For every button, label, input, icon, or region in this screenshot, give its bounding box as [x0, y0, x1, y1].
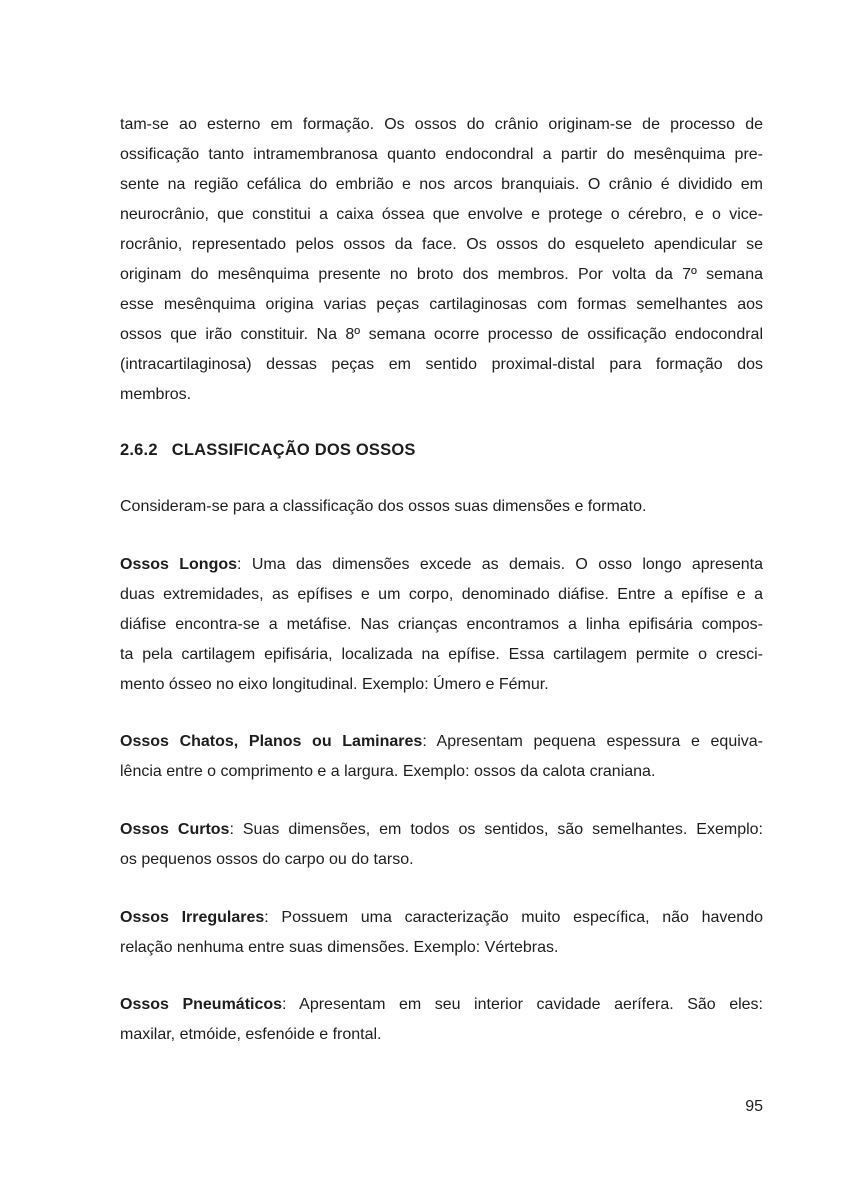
heading-number: 2.6.2: [120, 441, 158, 459]
bone-type-term: Ossos Irregulares: [120, 909, 265, 926]
section-heading: [120, 435, 763, 465]
heading-title: CLASSIFICAÇÃO DOS OSSOS: [171, 441, 416, 459]
text-line: ossos que irão constituir. Na 8º semana ocorre processo de ossificação endocondral: [120, 326, 763, 343]
term-definition-start: : Uma das dimensões excede as demais. O osso longo apresenta: [237, 556, 764, 573]
text-line: originam do mesênquima presente no broto dos membros. Por volta da 7º semana: [120, 266, 763, 283]
text-line: esse mesênquima origina varias peças cartilaginosas com formas semelhantes aos: [120, 296, 763, 313]
page-number: 95: [745, 1098, 763, 1115]
paragraph-ossos-curtos: [120, 815, 763, 875]
text-line: rocrânio, representado pelos ossos da face. Os ossos do esqueleto apendicular se: [120, 236, 763, 253]
text-line: diáfise encontra-se a metáfise. Nas crianças encontramos a linha epifisária compos-: [120, 616, 763, 633]
text-line: os pequenos ossos do carpo ou do tarso.: [120, 851, 414, 868]
text-line: sente na região cefálica do embrião e nos arcos branquiais. O crânio é dividido em: [120, 176, 763, 193]
text-line: [120, 815, 763, 845]
bone-type-term: Ossos Curtos: [120, 821, 230, 838]
text-line: duas extremidades, as epífises e um corpo, denominado diáfise. Entre a epífise e a: [120, 586, 763, 603]
term-definition-start: : Possuem uma caracterização muito específica, não havendo: [264, 909, 763, 926]
text-line: [120, 550, 763, 580]
text-line: ossificação tanto intramembranosa quanto endocondral a partir do mesênquima pre-: [120, 146, 763, 163]
term-definition-start: : Suas dimensões, em todos os sentidos, são semelhantes. Exemplo:: [229, 821, 763, 838]
text-line: ta pela cartilagem epifisária, localizada na epífise. Essa cartilagem permite o cresci-: [120, 646, 763, 663]
term-definition-start: : Apresentam em seu interior cavidade aerífera. São eles:: [282, 996, 764, 1013]
text-line: tam-se ao esterno em formação. Os ossos do crânio originam-se de processo de: [120, 116, 763, 133]
term-definition-start: : Apresentam pequena espessura e equiva-: [422, 733, 763, 750]
text-line: [120, 727, 763, 757]
text-line: [120, 990, 763, 1020]
paragraph-ossos-longos: [120, 550, 763, 700]
paragraph-ossification: [120, 110, 763, 410]
bone-type-term: Ossos Pneumáticos: [120, 996, 283, 1013]
paragraph-ossos-irregulares: [120, 903, 763, 963]
bone-type-term: Ossos Longos: [120, 556, 238, 573]
text-line: lência entre o comprimento e a largura. Exemplo: ossos da calota craniana.: [120, 763, 656, 780]
text-line: mento ósseo no eixo longitudinal. Exemplo: Úmero e Fémur.: [120, 676, 549, 693]
text-line: Consideram-se para a classificação dos ossos suas dimensões e formato.: [120, 498, 647, 515]
paragraph-ossos-chatos: [120, 727, 763, 787]
text-line: [120, 903, 763, 933]
bone-type-term: Ossos Chatos, Planos ou Laminares: [120, 733, 423, 750]
text-line: maxilar, etmóide, esfenóide e frontal.: [120, 1026, 382, 1043]
text-line: membros.: [120, 386, 192, 403]
paragraph-ossos-pneumaticos: [120, 990, 763, 1050]
paragraph-intro: [120, 492, 763, 522]
text-line: neurocrânio, que constitui a caixa óssea que envolve e protege o cérebro, e o vice-: [120, 206, 763, 223]
text-line: relação nenhuma entre suas dimensões. Exemplo: Vértebras.: [120, 939, 559, 956]
text-line: (intracartilaginosa) dessas peças em sentido proximal-distal para formação dos: [120, 356, 763, 373]
